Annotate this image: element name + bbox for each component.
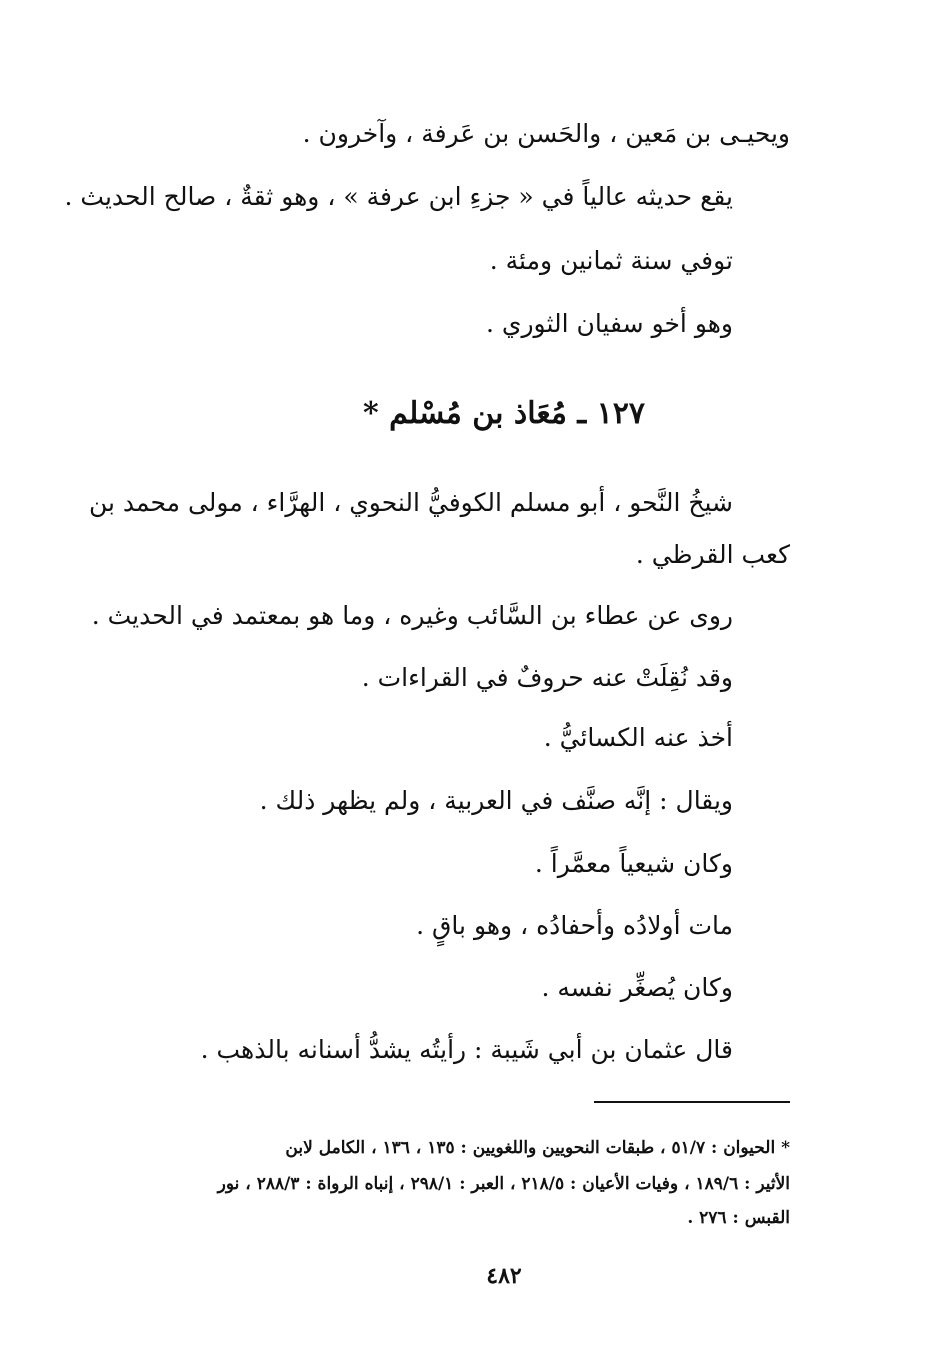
text-line: ويقال : إنَّه صنَّف في العربية ، ولم يظهر ذلك . <box>259 786 733 815</box>
text-line: وقد نُقِلَتْ عنه حروفٌ في القراءات . <box>361 663 733 692</box>
text-line: ويحيـى بن مَعين ، والحَسن بن عَرفة ، وآخرون . <box>302 119 790 148</box>
text-line: كعب القرظي . <box>635 540 790 569</box>
text-line: توفي سنة ثمانين ومئة . <box>489 246 733 275</box>
footnote-line: القبس : ٢٧٦ . <box>687 1208 790 1228</box>
page-number: ٤٨٢ <box>486 1263 522 1289</box>
text-line: وهو أخو سفيان الثوري . <box>486 309 733 338</box>
footnote-line: * الحيوان : ٥١/٧ ، طبقات النحويين واللغويين : ١٣٥ ، ١٣٦ ، الكامل لابن <box>285 1138 790 1158</box>
text-line: مات أولادُه وأحفادُه ، وهو باقٍ . <box>416 911 733 940</box>
footnote-line: الأثير : ١٨٩/٦ ، وفيات الأعيان : ٢١٨/٥ ، العبر : ٢٩٨/١ ، إنباه الرواة : ٢٨٨/٣ ، نور <box>217 1174 790 1194</box>
text-line: يقع حديثه عالياً في « جزءِ ابن عرفة » ، وهو ثقةٌ ، صالح الحديث . <box>64 182 733 211</box>
text-line: روى عن عطاء بن السَّائب وغيره ، وما هو بمعتمد في الحديث . <box>91 601 733 630</box>
text-line: وكان شيعياً معمَّراً . <box>534 849 733 878</box>
text-line: وكان يُصغِّر نفسه . <box>541 973 733 1002</box>
entry-heading: ١٢٧ ـ مُعَاذ بن مُسْلم * <box>362 396 645 431</box>
text-line: أخذ عنه الكسائيُّ . <box>543 723 733 752</box>
footnote-separator <box>594 1101 790 1103</box>
text-line: قال عثمان بن أبي شَيبة : رأيتُه يشدُّ أسنانه بالذهب . <box>200 1035 733 1064</box>
text-line: شيخُ النَّحو ، أبو مسلم الكوفيُّ النحوي ، الهرَّاء ، مولى محمد بن <box>88 488 733 517</box>
